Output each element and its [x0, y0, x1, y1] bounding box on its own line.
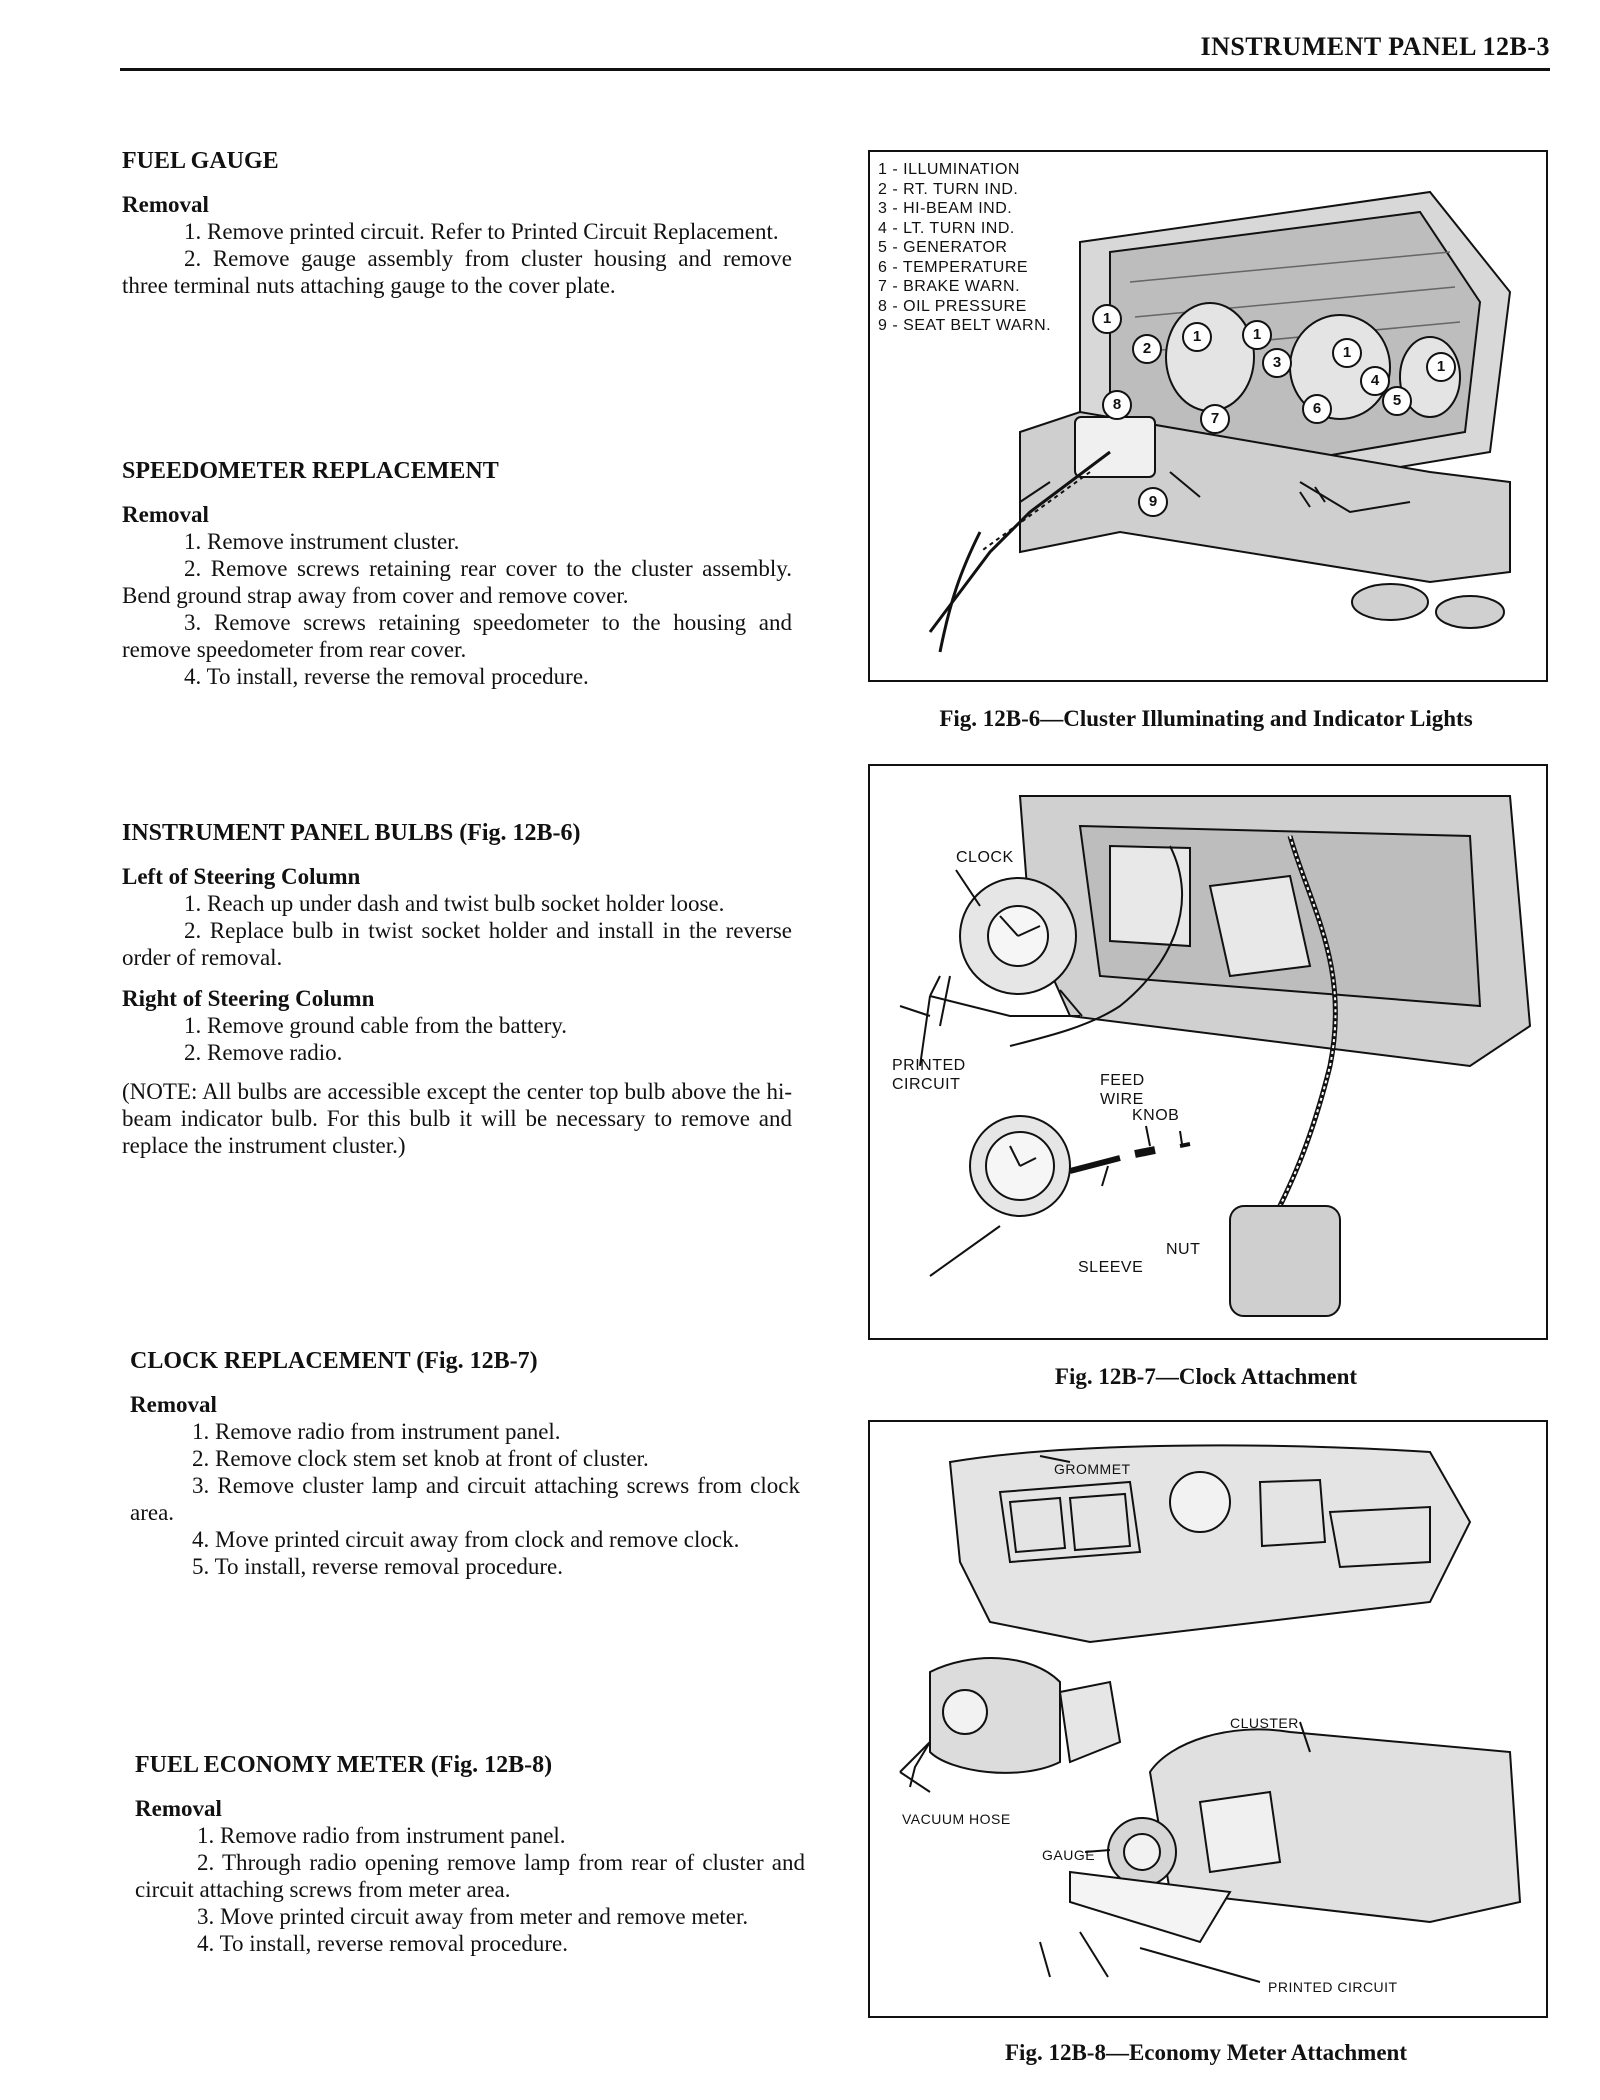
label-nut: NUT — [1166, 1241, 1201, 1258]
figure-12b-6 — [868, 150, 1548, 682]
section-fuel-gauge — [122, 148, 792, 299]
page-header — [120, 28, 1550, 68]
figure-caption: Fig. 12B-7—Clock Attachment — [1054, 1364, 1358, 1389]
legend-item: 7 - BRAKE WARN. — [878, 278, 1021, 295]
subsection-title: Removal — [135, 1796, 222, 1821]
legend-item: 2 - RT. TURN IND. — [878, 180, 1019, 198]
step: 5. To install, reverse removal procedure. — [192, 1554, 563, 1579]
economy-meter-illustration — [870, 1422, 1546, 2016]
callout-number: 1 — [1182, 322, 1212, 352]
callout-number: 1 — [1242, 320, 1272, 350]
figure-12b-8 — [868, 1420, 1548, 2018]
label-vacuum-hose: VACUUM HOSE — [902, 1811, 1011, 1827]
legend-item: 4 - LT. TURN IND. — [878, 219, 1015, 237]
callout-number: 4 — [1360, 366, 1390, 396]
subsection-title: Right of Steering Column — [122, 986, 375, 1011]
step: 1. Remove radio from instrument panel. — [197, 1823, 566, 1848]
callout-number: 7 — [1200, 404, 1230, 434]
step: 4. To install, reverse the removal procedure. — [184, 664, 589, 689]
step: 2. Remove screws retaining rear cover to the cluster assembly. Bend ground strap away from cover and remove cover. — [122, 556, 792, 608]
section-economy — [135, 1752, 805, 1957]
callout-number: 6 — [1302, 394, 1332, 424]
section-title: FUEL ECONOMY METER (Fig. 12B-8) — [135, 1752, 553, 1778]
page-title: INSTRUMENT PANEL 12B-3 — [1200, 32, 1550, 61]
label-feed-wire: FEED WIRE — [1100, 1072, 1145, 1108]
legend-item: 8 - OIL PRESSURE — [878, 297, 1027, 315]
label-grommet: GROMMET — [1054, 1461, 1131, 1477]
callout-number: 5 — [1382, 386, 1412, 416]
step: 2. Remove clock stem set knob at front of cluster. — [192, 1446, 649, 1471]
legend-item: 9 - SEAT BELT WARN. — [878, 317, 1052, 334]
step: 1. Remove instrument cluster. — [184, 529, 460, 554]
label-clock: CLOCK — [956, 849, 1014, 866]
step: 2. Through radio opening remove lamp from rear of cluster and circuit attaching screws from meter area. — [135, 1850, 805, 1902]
subsection-title: Removal — [122, 192, 209, 217]
step: 1. Remove ground cable from the battery. — [184, 1013, 567, 1038]
step: 1. Remove radio from instrument panel. — [192, 1419, 561, 1444]
step: 3. Move printed circuit away from meter and remove meter. — [197, 1904, 749, 1929]
callout-number: 2 — [1132, 334, 1162, 364]
label-sleeve: SLEEVE — [1078, 1259, 1144, 1276]
step: 2. Replace bulb in twist socket holder and install in the reverse order of removal. — [122, 918, 792, 970]
label-cluster: CLUSTER — [1230, 1715, 1299, 1731]
callout-number: 9 — [1138, 487, 1168, 517]
callout-number: 1 — [1426, 352, 1456, 382]
note: (NOTE: All bulbs are accessible except the center top bulb above the hi-beam indicator bulb. For this bulb it will be necessary to remove and replace the instrument cluster.) — [122, 1079, 792, 1158]
callout-number: 3 — [1262, 348, 1292, 378]
subsection-title: Removal — [130, 1392, 217, 1417]
section-title: SPEEDOMETER REPLACEMENT — [122, 458, 499, 484]
step: 2. Remove radio. — [184, 1040, 343, 1065]
figure-caption: Fig. 12B-8—Economy Meter Attachment — [1005, 2040, 1407, 2065]
section-speedometer — [122, 458, 792, 690]
step: 2. Remove gauge assembly from cluster housing and remove three terminal nuts attaching gauge to the cover plate. — [122, 246, 792, 298]
label-printed-circuit: PRINTED CIRCUIT — [892, 1057, 966, 1093]
callout-number: 1 — [1332, 338, 1362, 368]
section-bulbs — [122, 820, 792, 1159]
subsection-title: Left of Steering Column — [122, 864, 361, 889]
subsection-title: Removal — [122, 502, 209, 527]
header-rule — [120, 68, 1550, 71]
label-printed-circuit: PRINTED CIRCUIT — [1268, 1979, 1398, 1995]
step: 1. Reach up under dash and twist bulb socket holder loose. — [184, 891, 725, 916]
label-knob: KNOB — [1132, 1107, 1180, 1124]
step: 4. To install, reverse removal procedure. — [197, 1931, 568, 1956]
step: 1. Remove printed circuit. Refer to Printed Circuit Replacement. — [184, 219, 779, 244]
legend-item: 1 - ILLUMINATION — [878, 161, 1020, 178]
legend-item: 3 - HI-BEAM IND. — [878, 200, 1013, 217]
label-gauge: GAUGE — [1042, 1847, 1096, 1863]
callout-number: 1 — [1092, 304, 1122, 334]
fig6-legend — [878, 160, 1051, 336]
section-clock — [130, 1348, 800, 1580]
section-title: CLOCK REPLACEMENT (Fig. 12B-7) — [130, 1348, 538, 1374]
step: 4. Move printed circuit away from clock and remove clock. — [192, 1527, 740, 1552]
step: 3. Remove cluster lamp and circuit attaching screws from clock area. — [130, 1473, 800, 1525]
callout-number: 8 — [1102, 390, 1132, 420]
step: 3. Remove screws retaining speedometer to the housing and remove speedometer from rear cover. — [122, 610, 792, 662]
figure-caption: Fig. 12B-6—Cluster Illuminating and Indicator Lights — [939, 706, 1473, 731]
section-title: FUEL GAUGE — [122, 148, 279, 174]
legend-item: 6 - TEMPERATURE — [878, 258, 1029, 276]
legend-item: 5 - GENERATOR — [878, 239, 1008, 256]
section-title: INSTRUMENT PANEL BULBS (Fig. 12B-6) — [122, 820, 581, 846]
figure-12b-7 — [868, 764, 1548, 1340]
